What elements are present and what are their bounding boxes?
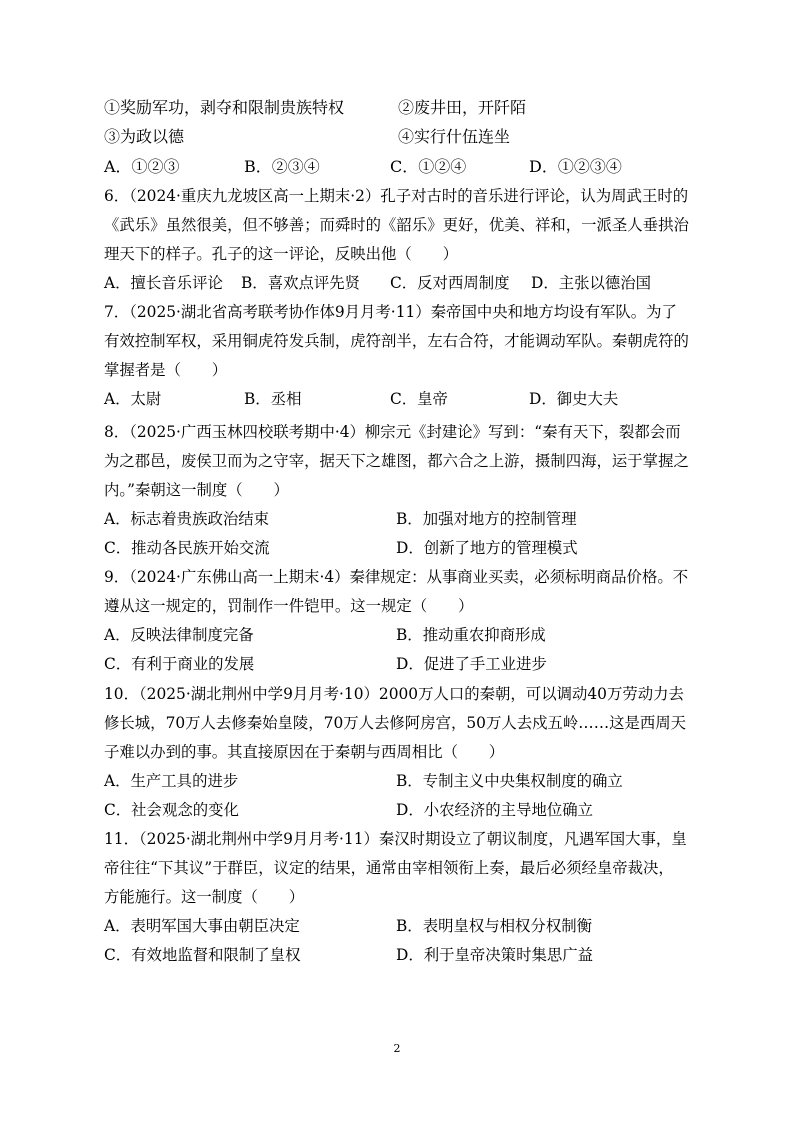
q6-line-3: 理天下的样子。孔子的这一评论，反映出他（ ） [104,245,458,263]
q8-choice-d: D．创新了地方的管理模式 [396,539,578,557]
q8-choice-a: A．标志着贵族政治结束 [104,510,270,528]
q9-line-2: 遵从这一规定的，罚制作一件铠甲。这一规定（ ） [104,597,474,615]
q7-line-2: 有效控制军权，采用铜虎符发兵制，虎符剖半，左右合符，才能调动军队。秦朝虎符的 [104,332,689,350]
q6-choice-a: A．擅长音乐评论 [104,274,223,292]
option-3: ③为政以德 [104,127,185,146]
option-4: ④实行什伍连坐 [398,127,511,146]
q9-choice-d: D．促进了手工业进步 [396,655,547,673]
q8-choice-c: C．推动各民族开始交流 [104,539,270,557]
q11-choice-b: B．表明皇权与相权分权制衡 [396,917,592,935]
q8-line-1: 8．（2025·广西玉林四校联考期中·4）柳宗元《封建论》写到：“秦有天下，裂都会而 [104,423,681,441]
q7-choice-a: A．太尉 [104,390,162,408]
q7-choice-d: D．御史大夫 [529,390,619,408]
q10-choice-b: B．专制主义中央集权制度的确立 [396,772,623,790]
q10-choice-c: C．社会观念的变化 [104,801,239,819]
q10-choice-d: D．小农经济的主导地位确立 [396,801,594,819]
q9-choice-c: C．有利于商业的发展 [104,655,255,673]
page-number: 2 [393,1042,401,1055]
q10-line-3: 子难以办到的事。其直接原因在于秦朝与西周相比（ ） [104,743,505,761]
q5-choice-b: B．②③④ [244,157,320,176]
q10-choice-a: A．生产工具的进步 [104,772,239,790]
q11-choice-a: A．表明军国大事由朝臣决定 [104,917,300,935]
q11-line-2: 帝往往“下其议”于群臣，议定的结果，通常由宰相领衔上奏，最后必须经皇帝裁决， [104,859,674,877]
q7-choice-b: B．丞相 [244,390,302,408]
q6-line-1: 6．（2024·重庆九龙坡区高一上期末·2）孔子对古时的音乐进行评论，认为周武王时的 [104,187,689,205]
q11-line-3: 方能施行。这一制度（ ） [104,888,305,906]
q6-choice-d: D．主张以德治国 [531,274,652,292]
q7-choice-c: C．皇帝 [390,390,448,408]
q8-choice-b: B．加强对地方的控制管理 [396,510,577,528]
q5-choice-c: C．①②④ [390,157,467,176]
q7-line-3: 掌握者是（ ） [104,361,228,379]
q6-line-2: 《武乐》虽然很美，但不够善；而舜时的《韶乐》更好，优美、祥和，一派圣人垂拱治 [104,216,689,234]
q11-choice-d: D．利于皇帝决策时集思广益 [396,946,594,964]
q11-line-1: 11．（2025·湖北荆州中学9月月考·11）秦汉时期设立了朝议制度，凡遇军国大事，皇 [104,830,687,848]
q8-line-2: 为之郡邑，废侯卫而为之守宰，据天下之雄图，都六合之上游，摄制四海，运于掌握之 [104,452,689,470]
q5-choice-a: A．①②③ [104,157,180,176]
q5-choice-d: D．①②③④ [529,157,622,176]
option-2: ②废井田，开阡陌 [398,98,527,117]
q9-choice-a: A．反映法律制度完备 [104,626,254,644]
q8-line-3: 内。”秦朝这一制度（ ） [104,481,289,499]
q10-line-2: 修长城，70万人去修秦始皇陵，70万人去修阿房宫，50万人去戍五岭……这是西周天 [104,714,687,732]
option-1: ①奖励军功，剥夺和限制贵族特权 [104,98,345,117]
q6-choice-c: C．反对西周制度 [390,274,510,292]
q9-line-1: 9．（2024·广东佛山高一上期末·4）秦律规定：从事商业买卖，必须标明商品价格。不 [104,568,689,586]
q9-choice-b: B．推动重农抑商形成 [396,626,546,644]
q7-line-1: 7．（2025·湖北省高考联考协作体9月月考·11）秦帝国中央和地方均设有军队。为了 [104,303,677,321]
q11-choice-c: C．有效地监督和限制了皇权 [104,946,301,964]
q6-choice-b: B．喜欢点评先贤 [241,274,361,292]
q10-line-1: 10．（2025·湖北荆州中学9月月考·10）2000万人口的秦朝，可以调动40万劳动力去 [104,685,684,703]
